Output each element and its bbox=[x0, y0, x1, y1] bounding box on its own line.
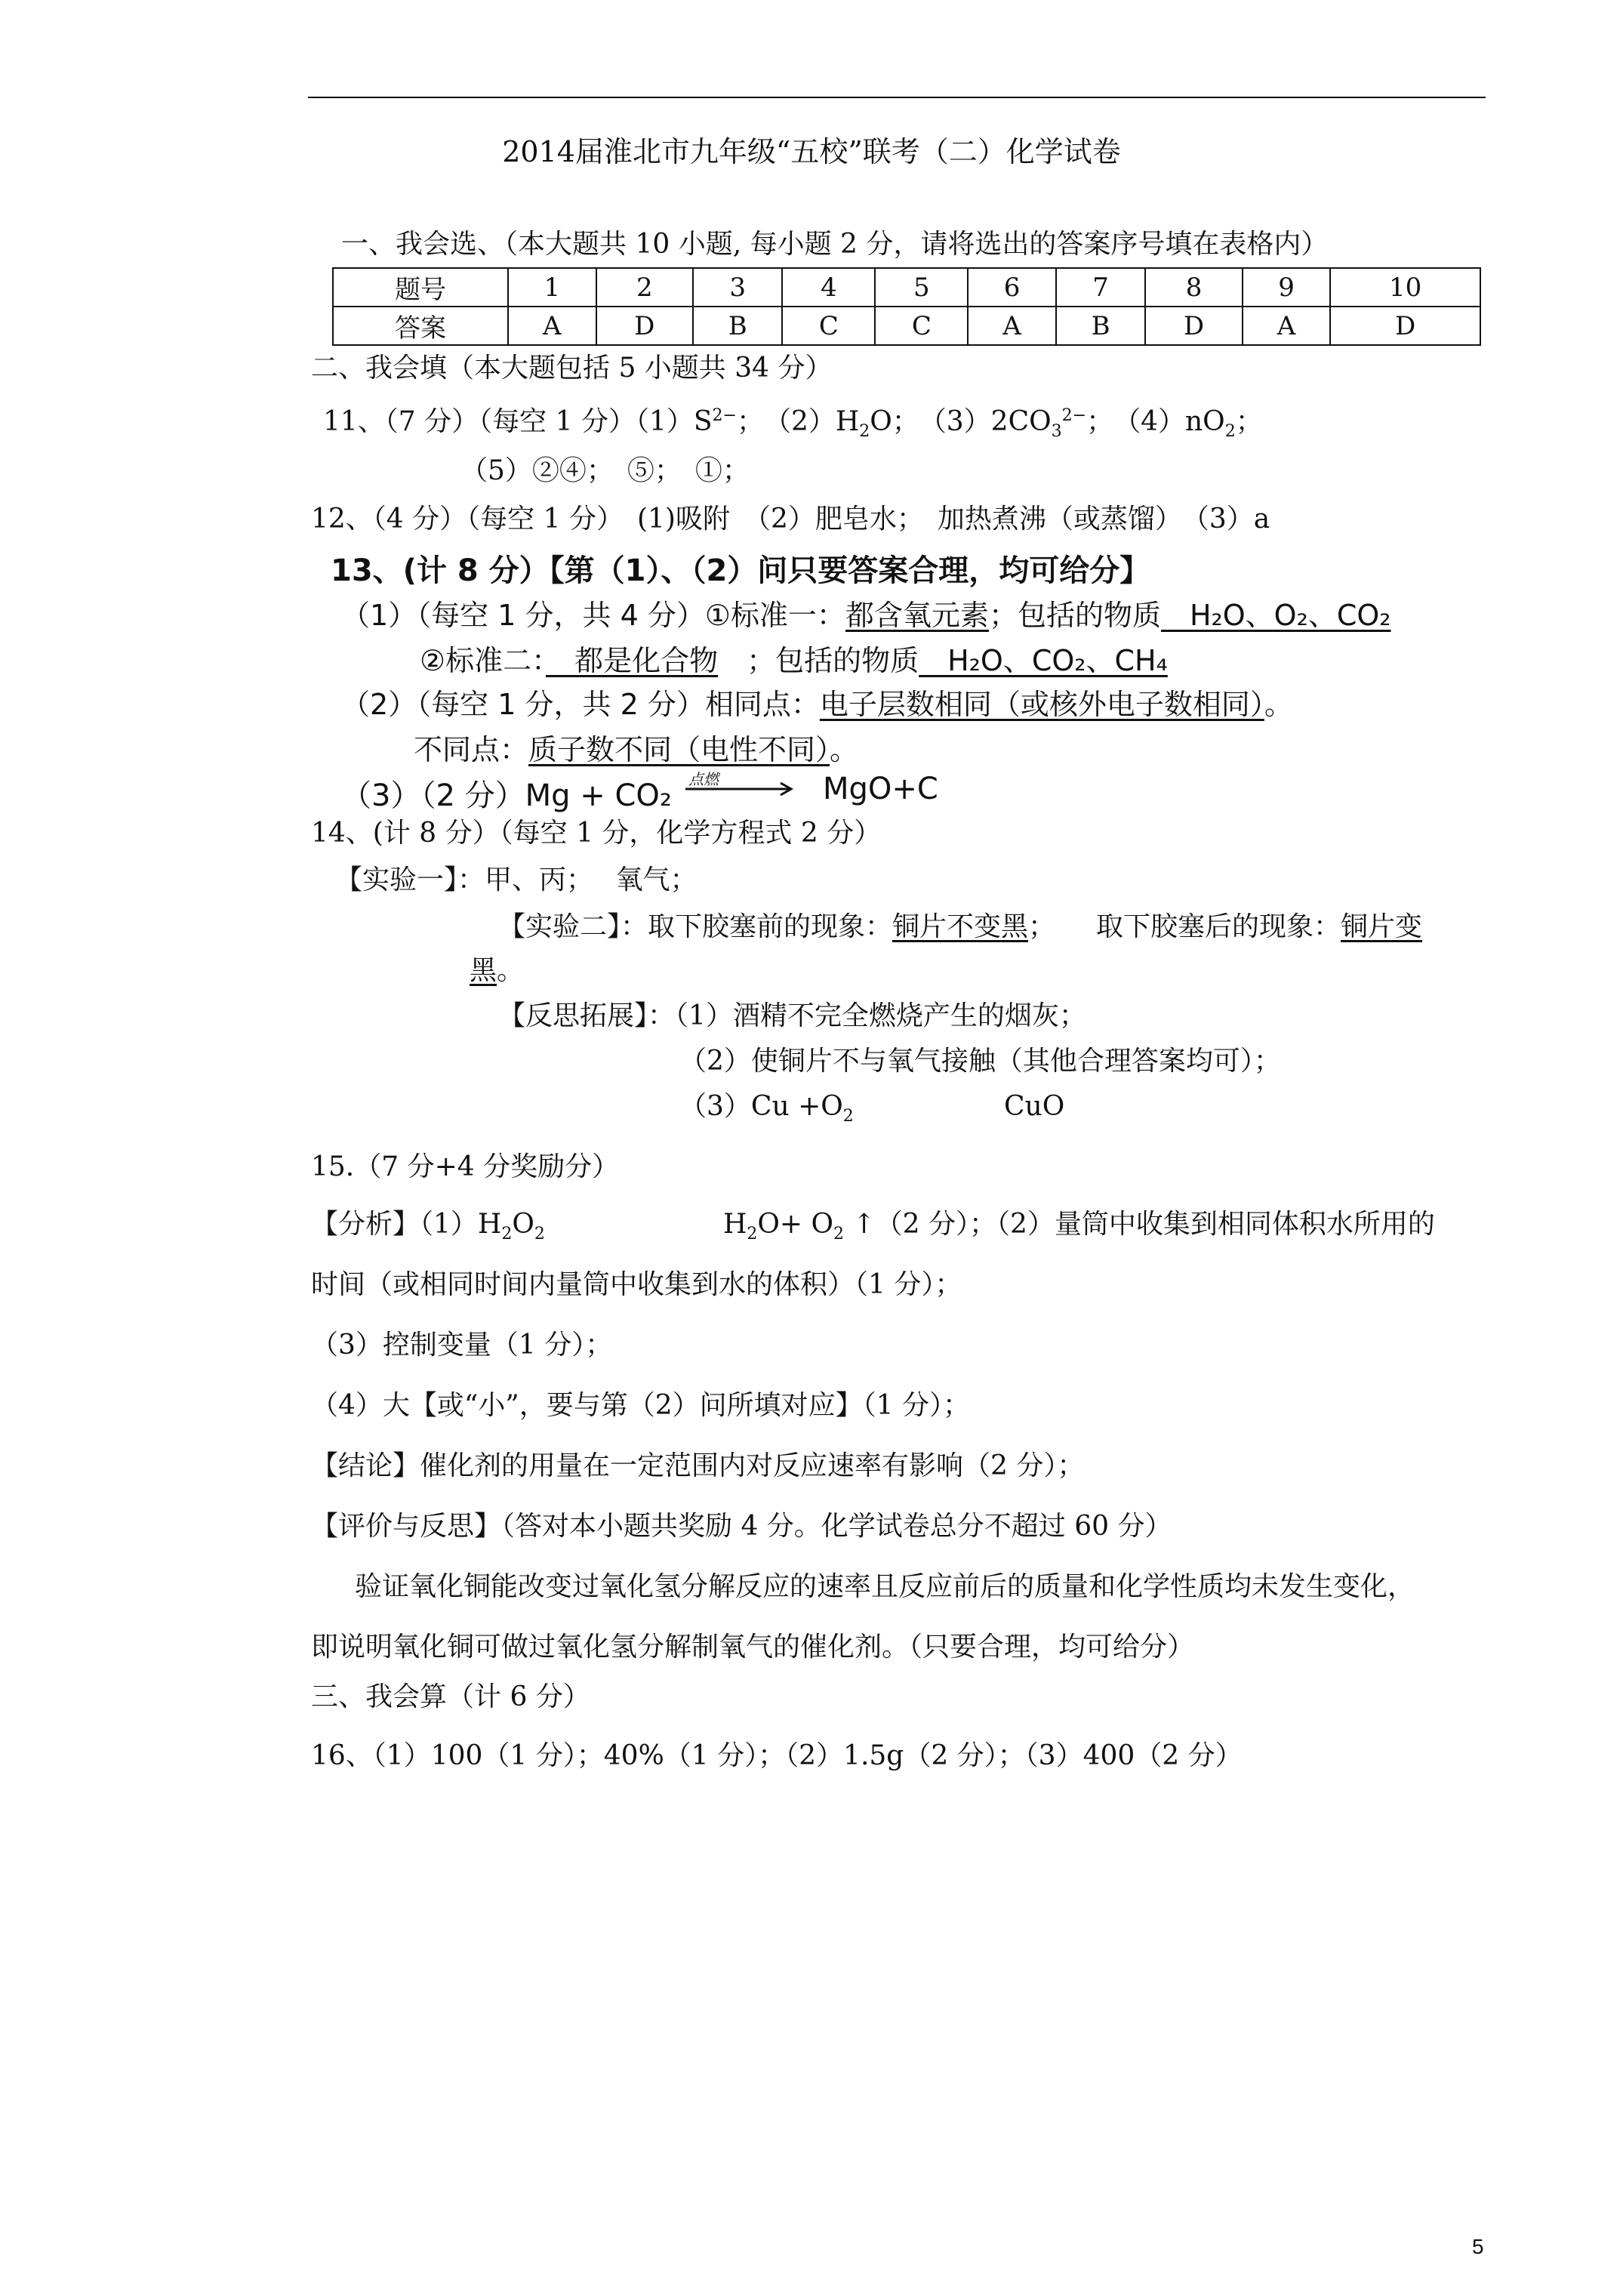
q14-exp2 bbox=[498, 911, 1423, 942]
table-cell: D bbox=[1330, 307, 1480, 345]
reaction-condition: 点燃 bbox=[688, 770, 719, 788]
q15-text: 【分析】（1）H bbox=[311, 1209, 502, 1240]
q13-text: （2）（每空 1 分，共 2 分）相同点： bbox=[341, 688, 820, 721]
q13-text: ；包括的物质 bbox=[988, 599, 1161, 632]
table-cell: C bbox=[875, 307, 968, 345]
q13-answer: 质子数不同（电性不同） bbox=[528, 733, 830, 766]
header-rule bbox=[308, 97, 1486, 98]
table-cell: 3 bbox=[693, 268, 782, 307]
row-label-number: 题号 bbox=[333, 268, 508, 307]
table-cell: 10 bbox=[1330, 268, 1480, 307]
q11-sub: 3 bbox=[1051, 422, 1062, 442]
q15-line7: 验证氧化铜能改变过氧化氢分解反应的速率且反应前后的质量和化学性质均未发生变化， bbox=[355, 1571, 1415, 1602]
table-cell: A bbox=[508, 307, 596, 345]
section2-heading: 二、我会填（本大题包括 5 小题共 34 分） bbox=[311, 353, 833, 384]
q13-head: 13、(计 8 分）【第（1）、（2）问只要答案合理，均可给分】 bbox=[331, 553, 1150, 588]
q15-text: O bbox=[512, 1209, 534, 1240]
q14-exp2-cont bbox=[470, 957, 524, 985]
q14-text: （3）Cu +O bbox=[679, 1091, 843, 1122]
q11-text: O； （3）2CO bbox=[870, 406, 1052, 437]
q13-text: 。 bbox=[830, 733, 859, 766]
q14-answer: 黑 bbox=[470, 955, 497, 986]
q15-line6: 【评价与反思】（答对本小题共奖励 4 分。化学试卷总分不超过 60 分） bbox=[311, 1511, 1172, 1542]
q14-exp1: 【实验一】：甲、丙； 氧气； bbox=[335, 864, 698, 895]
q11-text: ； （4）nO bbox=[1086, 406, 1225, 437]
q15-line2: 时间（或相同时间内量筒中收集到水的体积）（1 分）； bbox=[311, 1269, 962, 1300]
table-row bbox=[333, 307, 1480, 345]
q12: 12、（4 分）（每空 1 分） (1)吸附 （2）肥皂水； 加热煮沸（或蒸馏） （3）a bbox=[311, 504, 1270, 535]
q14-reflect2: （2）使铜片不与氧气接触（其他合理答案均可）； bbox=[679, 1046, 1281, 1077]
table-cell: A bbox=[968, 307, 1056, 345]
q11-text: ； （2）H bbox=[736, 406, 860, 437]
q11-line2: （5）②④； ⑤； ①； bbox=[460, 455, 750, 486]
q11-sub: 2 bbox=[859, 422, 870, 442]
q14-sub: 2 bbox=[842, 1107, 854, 1126]
q13-answer: 电子层数相同（或核外电子数相同） bbox=[819, 688, 1264, 721]
q11-sub: 2 bbox=[1224, 422, 1236, 442]
table-cell: 4 bbox=[782, 268, 875, 307]
q13-answer: 都是化合物 bbox=[546, 644, 719, 677]
q13-product: MgO+C bbox=[823, 772, 938, 806]
q14-head: 14、(计 8 分）（每空 1 分，化学方程式 2 分） bbox=[311, 818, 882, 849]
q15-text: ↑（2 分）；（2）量筒中收集到相同体积水所用的 bbox=[844, 1209, 1435, 1240]
q15-sub: 2 bbox=[747, 1225, 758, 1244]
table-cell: 6 bbox=[968, 268, 1056, 307]
q14-answer: 铜片变 bbox=[1341, 911, 1423, 942]
page-title: 2014届淮北市九年级“五校”联考（二）化学试卷 bbox=[502, 135, 1121, 168]
q13-text: （1）（每空 1 分，共 4 分）①标准一： bbox=[341, 599, 845, 632]
q13-text: （3）（2 分）Mg + CO₂ bbox=[341, 778, 672, 813]
q11-line1 bbox=[323, 408, 1263, 440]
q16: 16、（1）100（1 分）；40%（1 分）；（2）1.5g（2 分）；（3）400（2 分） bbox=[311, 1740, 1243, 1771]
q15-analysis-left bbox=[311, 1211, 545, 1243]
answer-table bbox=[332, 267, 1481, 346]
table-cell: 1 bbox=[508, 268, 596, 307]
table-cell: 8 bbox=[1145, 268, 1242, 307]
q13-line3 bbox=[341, 681, 1293, 723]
table-cell: D bbox=[596, 307, 693, 345]
row-label-answer: 答案 bbox=[333, 307, 508, 345]
table-cell: 5 bbox=[875, 268, 968, 307]
q14-answer: 铜片不变黑 bbox=[892, 911, 1029, 942]
q13-answer: H₂O、O₂、CO₂ bbox=[1160, 599, 1391, 632]
q15-sub: 2 bbox=[501, 1225, 513, 1244]
q14-product: CuO bbox=[1004, 1091, 1065, 1122]
q15-analysis-right bbox=[723, 1211, 1435, 1243]
page-number: 5 bbox=[1472, 2235, 1484, 2258]
q11-text: ； bbox=[1235, 406, 1263, 437]
q13-text: 。 bbox=[1264, 688, 1293, 721]
q15-line3: （3）控制变量（1 分）； bbox=[311, 1330, 613, 1361]
reaction-arrow-icon bbox=[684, 781, 796, 797]
table-cell: B bbox=[693, 307, 782, 345]
q15-text: O+ O bbox=[757, 1209, 834, 1240]
q11-charge: 2− bbox=[1061, 406, 1087, 425]
section3-heading: 三、我会算（计 6 分） bbox=[311, 1681, 590, 1712]
q13-line5 bbox=[341, 772, 672, 815]
table-row bbox=[333, 268, 1480, 307]
table-cell: C bbox=[782, 307, 875, 345]
q13-line4 bbox=[414, 726, 858, 768]
table-cell: 9 bbox=[1243, 268, 1331, 307]
q14-reflect1: 【反思拓展】：（1）酒精不完全燃烧产生的烟灰； bbox=[498, 1000, 1086, 1031]
q14-text: 【实验二】：取下胶塞前的现象： bbox=[498, 911, 893, 942]
q13-answer: H₂O、CO₂、CH₄ bbox=[919, 644, 1168, 677]
table-cell: B bbox=[1056, 307, 1145, 345]
section1-heading: 一、我会选、（本大题共 10 小题, 每小题 2 分，请将选出的答案序号填在表格内） bbox=[341, 229, 1329, 260]
q15-line5: 【结论】催化剂的用量在一定范围内对反应速率有影响（2 分）； bbox=[311, 1450, 1085, 1481]
q15-sub: 2 bbox=[534, 1225, 545, 1244]
q15-line8: 即说明氧化铜可做过氧化氢分解制氧气的催化剂。（只要合理，均可给分） bbox=[311, 1632, 1195, 1663]
q11-text: 11、（7 分）（每空 1 分）（1）S bbox=[323, 406, 713, 437]
q13-answer: 都含氧元素 bbox=[845, 599, 989, 632]
q13-text: 不同点： bbox=[414, 733, 529, 766]
q13-line1 bbox=[341, 592, 1391, 633]
q11-charge: 2− bbox=[712, 406, 737, 425]
q13-line2 bbox=[420, 637, 1168, 679]
q13-text: ②标准二： bbox=[420, 644, 547, 677]
q13-text: ；包括的物质 bbox=[718, 644, 919, 677]
q14-text: ； 取下胶塞后的现象： bbox=[1028, 911, 1341, 942]
table-cell: A bbox=[1243, 307, 1331, 345]
q15-head: 15.（7 分+4 分奖励分） bbox=[311, 1151, 620, 1182]
q15-text: H bbox=[723, 1209, 747, 1240]
table-cell: 7 bbox=[1056, 268, 1145, 307]
q14-reflect3 bbox=[679, 1093, 854, 1125]
q14-text: 。 bbox=[497, 955, 525, 986]
q15-line4: （4）大【或“小”，要与第（2）问所填对应】（1 分）； bbox=[311, 1390, 970, 1421]
table-cell: 2 bbox=[596, 268, 693, 307]
table-cell: D bbox=[1145, 307, 1242, 345]
q15-sub: 2 bbox=[833, 1225, 845, 1244]
